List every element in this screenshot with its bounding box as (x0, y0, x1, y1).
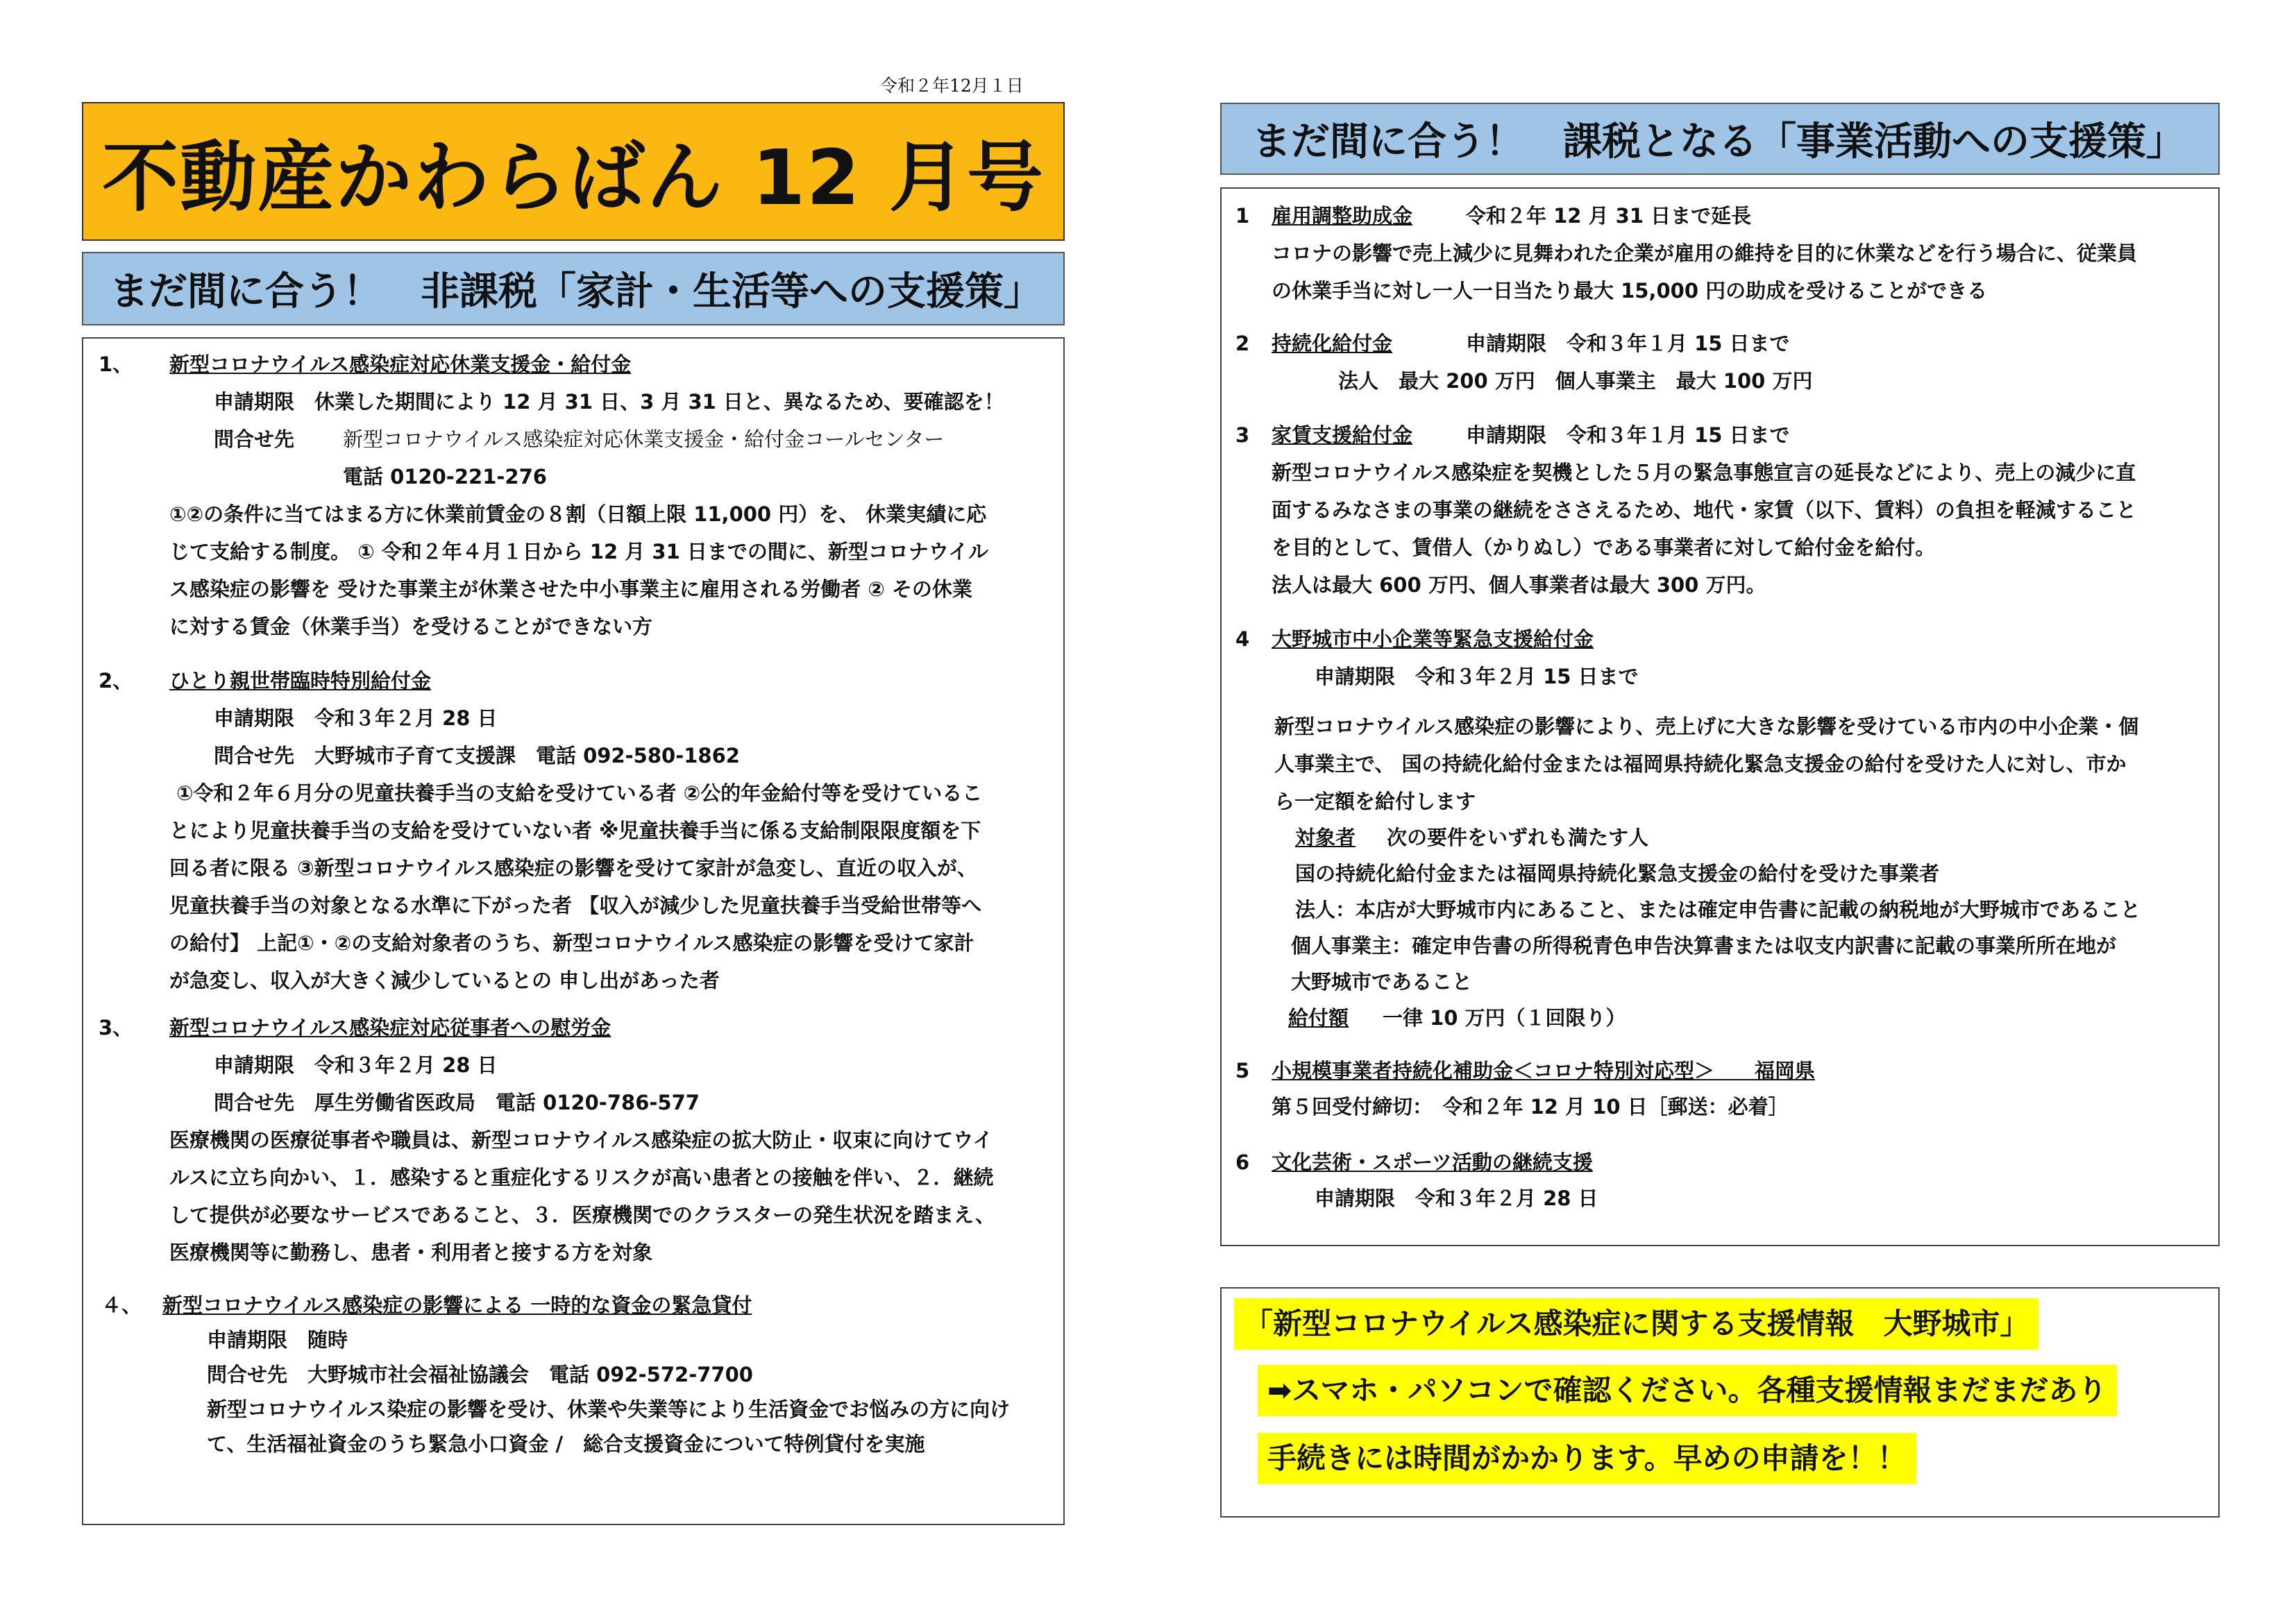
r3-tail: 申請期限 令和３年１月 15 日まで (1466, 423, 1790, 447)
r5-body-1: 第５回受付締切： 令和２年 12 月 10 日［郵送：必着］ (1272, 1095, 1789, 1119)
r3-number: 3 (1235, 423, 1250, 447)
s3-body-2: ルスに立ち向かい、１．感染すると重症化するリスクが高い患者との接触を伴い、２．継続 (169, 1166, 994, 1189)
s1-contact: 新型コロナウイルス感染症対応休業支援金・給付金コールセンター (343, 427, 945, 451)
notice-line-3: 手続きには時間がかかります。早めの申請を！！ (1258, 1433, 1916, 1484)
s4-number: ４、 (101, 1293, 142, 1317)
r4-amount-label: 給付額 (1288, 1006, 1349, 1030)
s1-deadline: 申請期限 休業した期間により 12 月 31 日、3 月 31 日と、異なるため、要確認を！ (214, 390, 1004, 414)
s4-contact: 問合せ先 大野城市社会福祉協議会 電話 092-572-7700 (207, 1363, 753, 1386)
s1-phone: 電話 0120-221-276 (343, 465, 547, 488)
s1-contact-label: 問合せ先 (214, 427, 295, 451)
right-panel (1220, 187, 2220, 1246)
s2-body-2: とにより児童扶養手当の支給を受けていない者 ※児童扶養手当に係る支給制限限度額を下 (169, 819, 981, 842)
r3-body-4: 法人は最大 600 万円、個人事業者は最大 300 万円。 (1272, 573, 1766, 597)
r1-body-1: コロナの影響で売上減少に見舞われた企業が雇用の維持を目的に休業などを行う場合に、従業員 (1272, 241, 2138, 265)
s1-body-3: ス感染症の影響を 受けた事業主が休業させた中小事業主に雇用される労働者 ② その休業 (169, 577, 972, 601)
s2-body-5: の給付】 上記①・②の支給対象者のうち、新型コロナウイルス感染症の影響を受けて家計 (169, 931, 974, 955)
s3-number: 3、 (99, 1016, 133, 1039)
s4-deadline: 申請期限 随時 (207, 1328, 348, 1352)
s3-deadline: 申請期限 令和３年２月 28 日 (214, 1053, 498, 1077)
r4-body-3: ら一定額を給付します (1274, 790, 1476, 813)
s1-number: 1、 (99, 352, 133, 376)
r4-body-1: 新型コロナウイルス感染症の影響により、売上げに大きな影響を受けている市内の中小企業・個 (1274, 715, 2139, 738)
s4-body-1: 新型コロナウイルス染症の影響を受け、休業や失業等により生活資金でお悩みの方に向け (207, 1397, 1011, 1421)
r1-body-2: の休業手当に対し一人一日当たり最大 15,000 円の助成を受けることができる (1272, 279, 1988, 303)
s2-body-3: 回る者に限る ③新型コロナウイルス感染症の影響を受けて家計が急変し、直近の収入が、 (169, 856, 977, 880)
r2-body-1: 法人 最大 200 万円 個人事業主 最大 100 万円 (1338, 369, 1813, 393)
issue-date: 令和２年12月１日 (880, 76, 1024, 96)
right-section-heading: まだ間に合う！ 課税となる「事業活動への支援策」 (1220, 103, 2220, 175)
s2-deadline: 申請期限 令和３年２月 28 日 (214, 706, 498, 730)
r4-target-text: 次の要件をいずれも満たす人 (1387, 826, 1649, 849)
s3-body-4: 医療機関等に勤務し、患者・利用者と接する方を対象 (169, 1241, 653, 1264)
left-panel (82, 337, 1065, 1525)
s3-contact: 問合せ先 厚生労働省医政局 電話 0120-786-577 (214, 1091, 700, 1114)
s1-body-4: に対する賃金（休業手当）を受けることができない方 (169, 615, 653, 638)
r3-body-3: を目的として、賃借人（かりぬし）である事業者に対して給付金を給付。 (1272, 536, 1936, 559)
s2-body-4: 児童扶養手当の対象となる水準に下がった者 【収入が減少した児童扶養手当受給世帯等へ (169, 894, 982, 917)
s2-body-1: ①令和２年６月分の児童扶養手当の支給を受けている者 ②公的年金給付等を受けているこ (176, 781, 983, 805)
s2-number: 2、 (99, 669, 133, 692)
s3-body-1: 医療機関の医療従事者や職員は、新型コロナウイルス感染症の拡大防止・収束に向けてウイ (169, 1128, 993, 1152)
r6-title: 文化芸術・スポーツ活動の継続支援 (1272, 1150, 1593, 1174)
r4-body-4: 国の持続化給付金または福岡県持続化緊急支援金の給付を受けた事業者 (1295, 862, 1940, 885)
r1-number: 1 (1235, 204, 1250, 228)
s3-body-3: して提供が必要なサービスであること、３．医療機関でのクラスターの発生状況を踏まえ、 (169, 1203, 995, 1227)
r3-body-1: 新型コロナウイルス感染症を契機とした５月の緊急事態宣言の延長などにより、売上の減少に直 (1272, 461, 2136, 484)
r4-body-7: 大野城市であること (1291, 970, 1473, 994)
s1-title: 新型コロナウイルス感染症対応休業支援金・給付金 (169, 352, 632, 376)
r3-title: 家賃支援給付金 (1272, 423, 1413, 447)
left-section-heading: まだ間に合う！ 非課税「家計・生活等への支援策」 (82, 252, 1065, 325)
r4-number: 4 (1235, 627, 1250, 651)
r4-body-5: 法人：本店が大野城市内にあること、または確定申告書に記載の納税地が大野城市であること (1295, 898, 2141, 921)
s2-body-6: が急変し、収入が大きく減少しているとの 申し出があった者 (169, 969, 720, 992)
r4-body-6: 個人事業主：確定申告書の所得税青色申告決算書または収支内訳書に記載の事業所所在地が (1291, 934, 2117, 958)
r2-number: 2 (1235, 332, 1250, 355)
r2-title: 持続化給付金 (1272, 332, 1393, 355)
s4-title: 新型コロナウイルス感染症の影響による 一時的な資金の緊急貸付 (162, 1293, 752, 1317)
s4-body-2: て、生活福祉資金のうち緊急小口資金 / 総合支援資金について特例貸付を実施 (207, 1432, 925, 1456)
page-title: 不動産かわらばん 12 月号 (102, 133, 1045, 222)
r2-tail: 申請期限 令和３年１月 15 日まで (1466, 332, 1790, 355)
s1-body-1: ①②の条件に当てはまる方に休業前賃金の８割（日額上限 11,000 円）を、 休業実績に応 (169, 502, 987, 526)
s1-body-2: じて支給する制度。 ① 令和２年４月１日から 12 月 31 日までの間に、新型コロナウイル (169, 540, 988, 563)
r5-title: 小規模事業者持続化補助金＜コロナ特別対応型＞ 福岡県 (1272, 1059, 1816, 1082)
notice-line-1: 「新型コロナウイルス感染症に関する支援情報 大野城市」 (1234, 1298, 2038, 1350)
r6-number: 6 (1235, 1150, 1250, 1174)
title-banner (82, 102, 1065, 241)
r5-number: 5 (1235, 1059, 1250, 1082)
r4-amount-text: 一律 10 万円（１回限り） (1383, 1006, 1626, 1030)
r1-tail: 令和２年 12 月 31 日まで延長 (1466, 204, 1752, 228)
r3-body-2: 面するみなさまの事業の継続をささえるため、地代・家賃（以下、賃料）の負担を軽減すること (1272, 498, 2136, 522)
s3-title: 新型コロナウイルス感染症対応従事者への慰労金 (169, 1016, 611, 1039)
r4-deadline: 申請期限 令和３年２月 15 日まで (1315, 665, 1639, 688)
notice-box (1220, 1287, 2220, 1518)
s2-title: ひとり親世帯臨時特別給付金 (169, 669, 432, 692)
r4-target-label: 対象者 (1295, 826, 1356, 849)
r4-body-2: 人事業主で、 国の持続化給付金または福岡県持続化緊急支援金の給付を受けた人に対し、市か (1274, 752, 2127, 776)
r4-title: 大野城市中小企業等緊急支援給付金 (1272, 627, 1594, 651)
r6-deadline: 申請期限 令和３年２月 28 日 (1315, 1187, 1598, 1210)
r1-title: 雇用調整助成金 (1272, 204, 1413, 228)
s2-contact: 問合せ先 大野城市子育て支援課 電話 092-580-1862 (214, 744, 740, 767)
notice-line-2: ➡スマホ・パソコンで確認ください。各種支援情報まだまだあり (1258, 1365, 2117, 1416)
